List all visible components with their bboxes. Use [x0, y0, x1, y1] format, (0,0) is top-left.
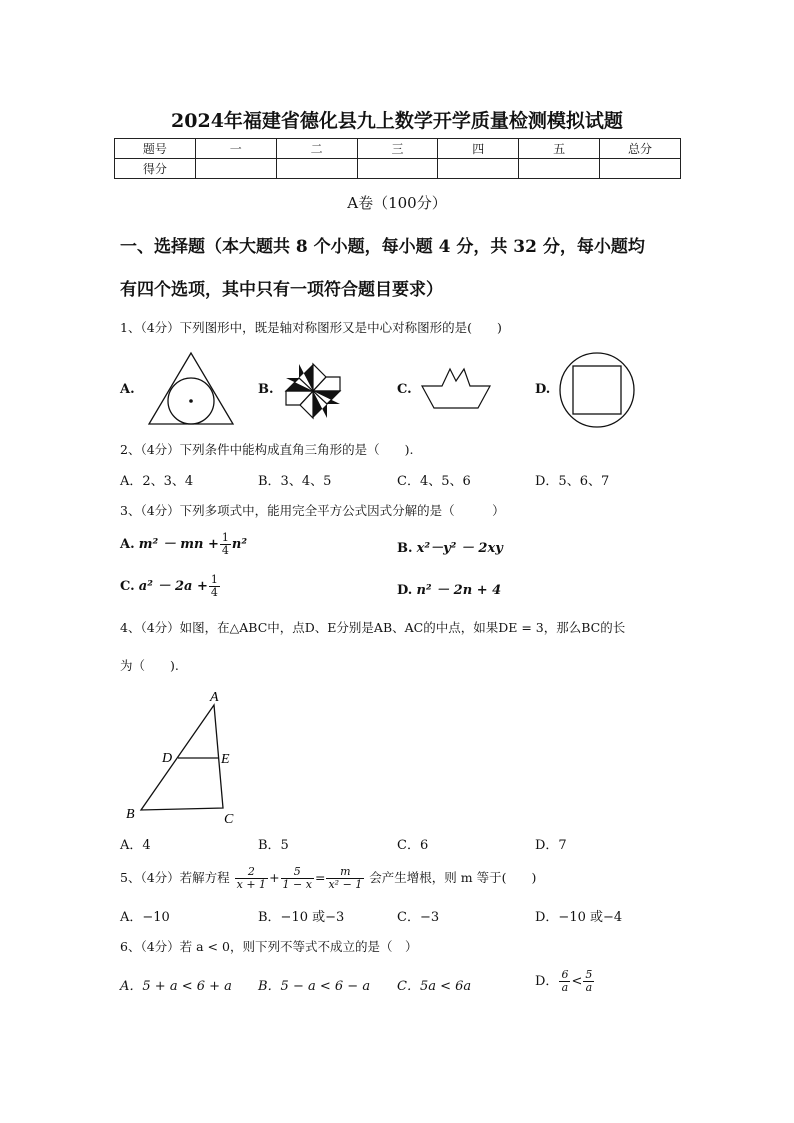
frac-numerator: m: [326, 866, 364, 879]
score-cell: [600, 159, 681, 179]
frac-denominator: x + 1: [236, 878, 267, 891]
fraction: [281, 866, 314, 891]
score-header-cell: 四: [438, 139, 519, 159]
frac-numerator: 1: [210, 573, 218, 586]
frac-numerator: 2: [235, 866, 268, 879]
score-table-score-row: [115, 159, 681, 179]
q3-option-a-expr: m² － mn +: [138, 537, 219, 552]
score-cell: [276, 159, 357, 179]
score-header-cell: 二: [276, 139, 357, 159]
triangle-circle-figure: [146, 350, 236, 428]
frac-denominator: a: [585, 981, 593, 994]
q5-option-b: B．−10 或−3: [258, 910, 345, 925]
q3-option-c-expr: a² － 2a +: [138, 579, 208, 594]
q6-option-a: A．5 + a < 6 + a: [120, 979, 232, 994]
q1-option-b-label: B.: [258, 382, 274, 397]
score-header-cell: 一: [195, 139, 276, 159]
fraction: [559, 969, 570, 994]
q6-option-c: C．5a < 6a: [397, 979, 472, 994]
q1-option-a-label: A.: [120, 382, 135, 397]
score-cell: [357, 159, 438, 179]
section-heading-line1: 一、选择题（本大题共 8 个小题，每小题 4 分，共 32 分，每小题均: [120, 237, 645, 257]
q3-option-d-label: D.: [397, 583, 413, 598]
q2-option-a: A．2、3、4: [120, 474, 194, 489]
q4-option-d: D．7: [535, 838, 567, 853]
frac-denominator: 4: [210, 586, 218, 599]
question-5-stem: [120, 858, 536, 898]
vertex-label-b: B: [126, 807, 135, 822]
pinwheel-figure: [284, 362, 342, 420]
score-cell: [195, 159, 276, 179]
frac-numerator: 5: [585, 968, 593, 981]
q1-option-c-label: C.: [397, 382, 412, 397]
q4-option-b: B．5: [258, 838, 289, 853]
score-cell: [438, 159, 519, 179]
q5-stem-pre: 5、（4分）若解方程: [120, 870, 230, 885]
q1-option-d-label: D.: [535, 382, 551, 397]
frac-numerator: 1: [221, 531, 229, 544]
boat-figure: [420, 364, 492, 410]
score-table: [114, 138, 681, 179]
q6-option-b: B．5 − a < 6 − a: [258, 979, 371, 994]
less-than-sign: <: [571, 974, 583, 989]
frac-numerator: 6: [561, 968, 569, 981]
frac-denominator: 1 − x: [282, 878, 312, 891]
equals-sign: =: [314, 870, 326, 885]
score-header-cell: 三: [357, 139, 438, 159]
question-6-stem: 6、（4分）若 a < 0，则下列不等式不成立的是（ ）: [120, 939, 418, 954]
frac-denominator: x² − 1: [328, 878, 363, 891]
vertex-label-a: A: [210, 690, 219, 705]
fraction: [235, 866, 268, 891]
q5-option-c: C．−3: [397, 910, 440, 925]
score-header-cell: 总分: [600, 139, 681, 159]
q2-option-b: B．3、4、5: [258, 474, 332, 489]
volume-heading: A卷（100分）: [347, 194, 447, 212]
question-4-stem-line1: 4、（4分）如图，在△ABC中，点D、E分别是AB、AC的中点，如果DE = 3，那么BC的长: [120, 620, 626, 635]
q3-option-b-expr: x²－y² － 2xy: [416, 541, 503, 556]
question-2-stem: 2、（4分）下列条件中能构成直角三角形的是（ ).: [120, 442, 414, 457]
q3-option-a-label: A.: [120, 537, 135, 552]
q5-option-d: D．−10 或−4: [535, 910, 623, 925]
score-table-header-row: [115, 139, 681, 159]
question-4-stem-line2: 为（ ).: [120, 658, 179, 673]
page-title: 2024年福建省德化县九上数学开学质量检测模拟试题: [171, 110, 623, 132]
point-label-d: D: [162, 751, 173, 766]
q6-option-d-label: D．: [535, 974, 559, 989]
frac-denominator: 4: [221, 544, 229, 557]
plus-sign: +: [269, 870, 280, 885]
score-row-label: 得分: [115, 159, 196, 179]
q3-option-a: [120, 530, 247, 560]
vertex-label-c: C: [224, 812, 234, 827]
fraction: [326, 866, 364, 891]
score-header-cell: 题号: [115, 139, 196, 159]
q2-option-d: D．5、6、7: [535, 474, 610, 489]
q2-option-c: C．4、5、6: [397, 474, 471, 489]
q3-option-a-tail: n²: [231, 537, 248, 552]
question-1-stem: 1、（4分）下列图形中，既是轴对称图形又是中心对称图形的是( ): [120, 320, 502, 335]
point-label-e: E: [221, 752, 230, 767]
q3-option-b-label: B.: [397, 541, 413, 556]
q6-option-d: [535, 962, 595, 1002]
triangle-abc-figure: [120, 686, 250, 828]
score-cell: [519, 159, 600, 179]
q3-option-d-expr: n² － 2n + 4: [416, 583, 502, 598]
q5-option-a: A．−10: [120, 910, 170, 925]
fraction: [583, 969, 594, 994]
frac-numerator: 5: [281, 866, 314, 879]
q4-option-c: C．6: [397, 838, 429, 853]
q3-option-b: [397, 537, 503, 556]
q5-stem-post: 会产生增根，则 m 等于( ): [369, 870, 537, 885]
q3-option-c: [120, 572, 221, 602]
frac-denominator: a: [561, 981, 569, 994]
fraction: [220, 532, 231, 557]
fraction: [209, 574, 220, 599]
q3-option-d: [397, 579, 501, 598]
section-heading-line2: 有四个选项，其中只有一项符合题目要求）: [120, 280, 443, 300]
score-header-cell: 五: [519, 139, 600, 159]
question-3-stem: 3、（4分）下列多项式中，能用完全平方公式因式分解的是（ ）: [120, 503, 505, 518]
q3-option-c-label: C.: [120, 579, 135, 594]
circle-square-figure: [557, 350, 637, 430]
q4-option-a: A．4: [120, 838, 151, 853]
